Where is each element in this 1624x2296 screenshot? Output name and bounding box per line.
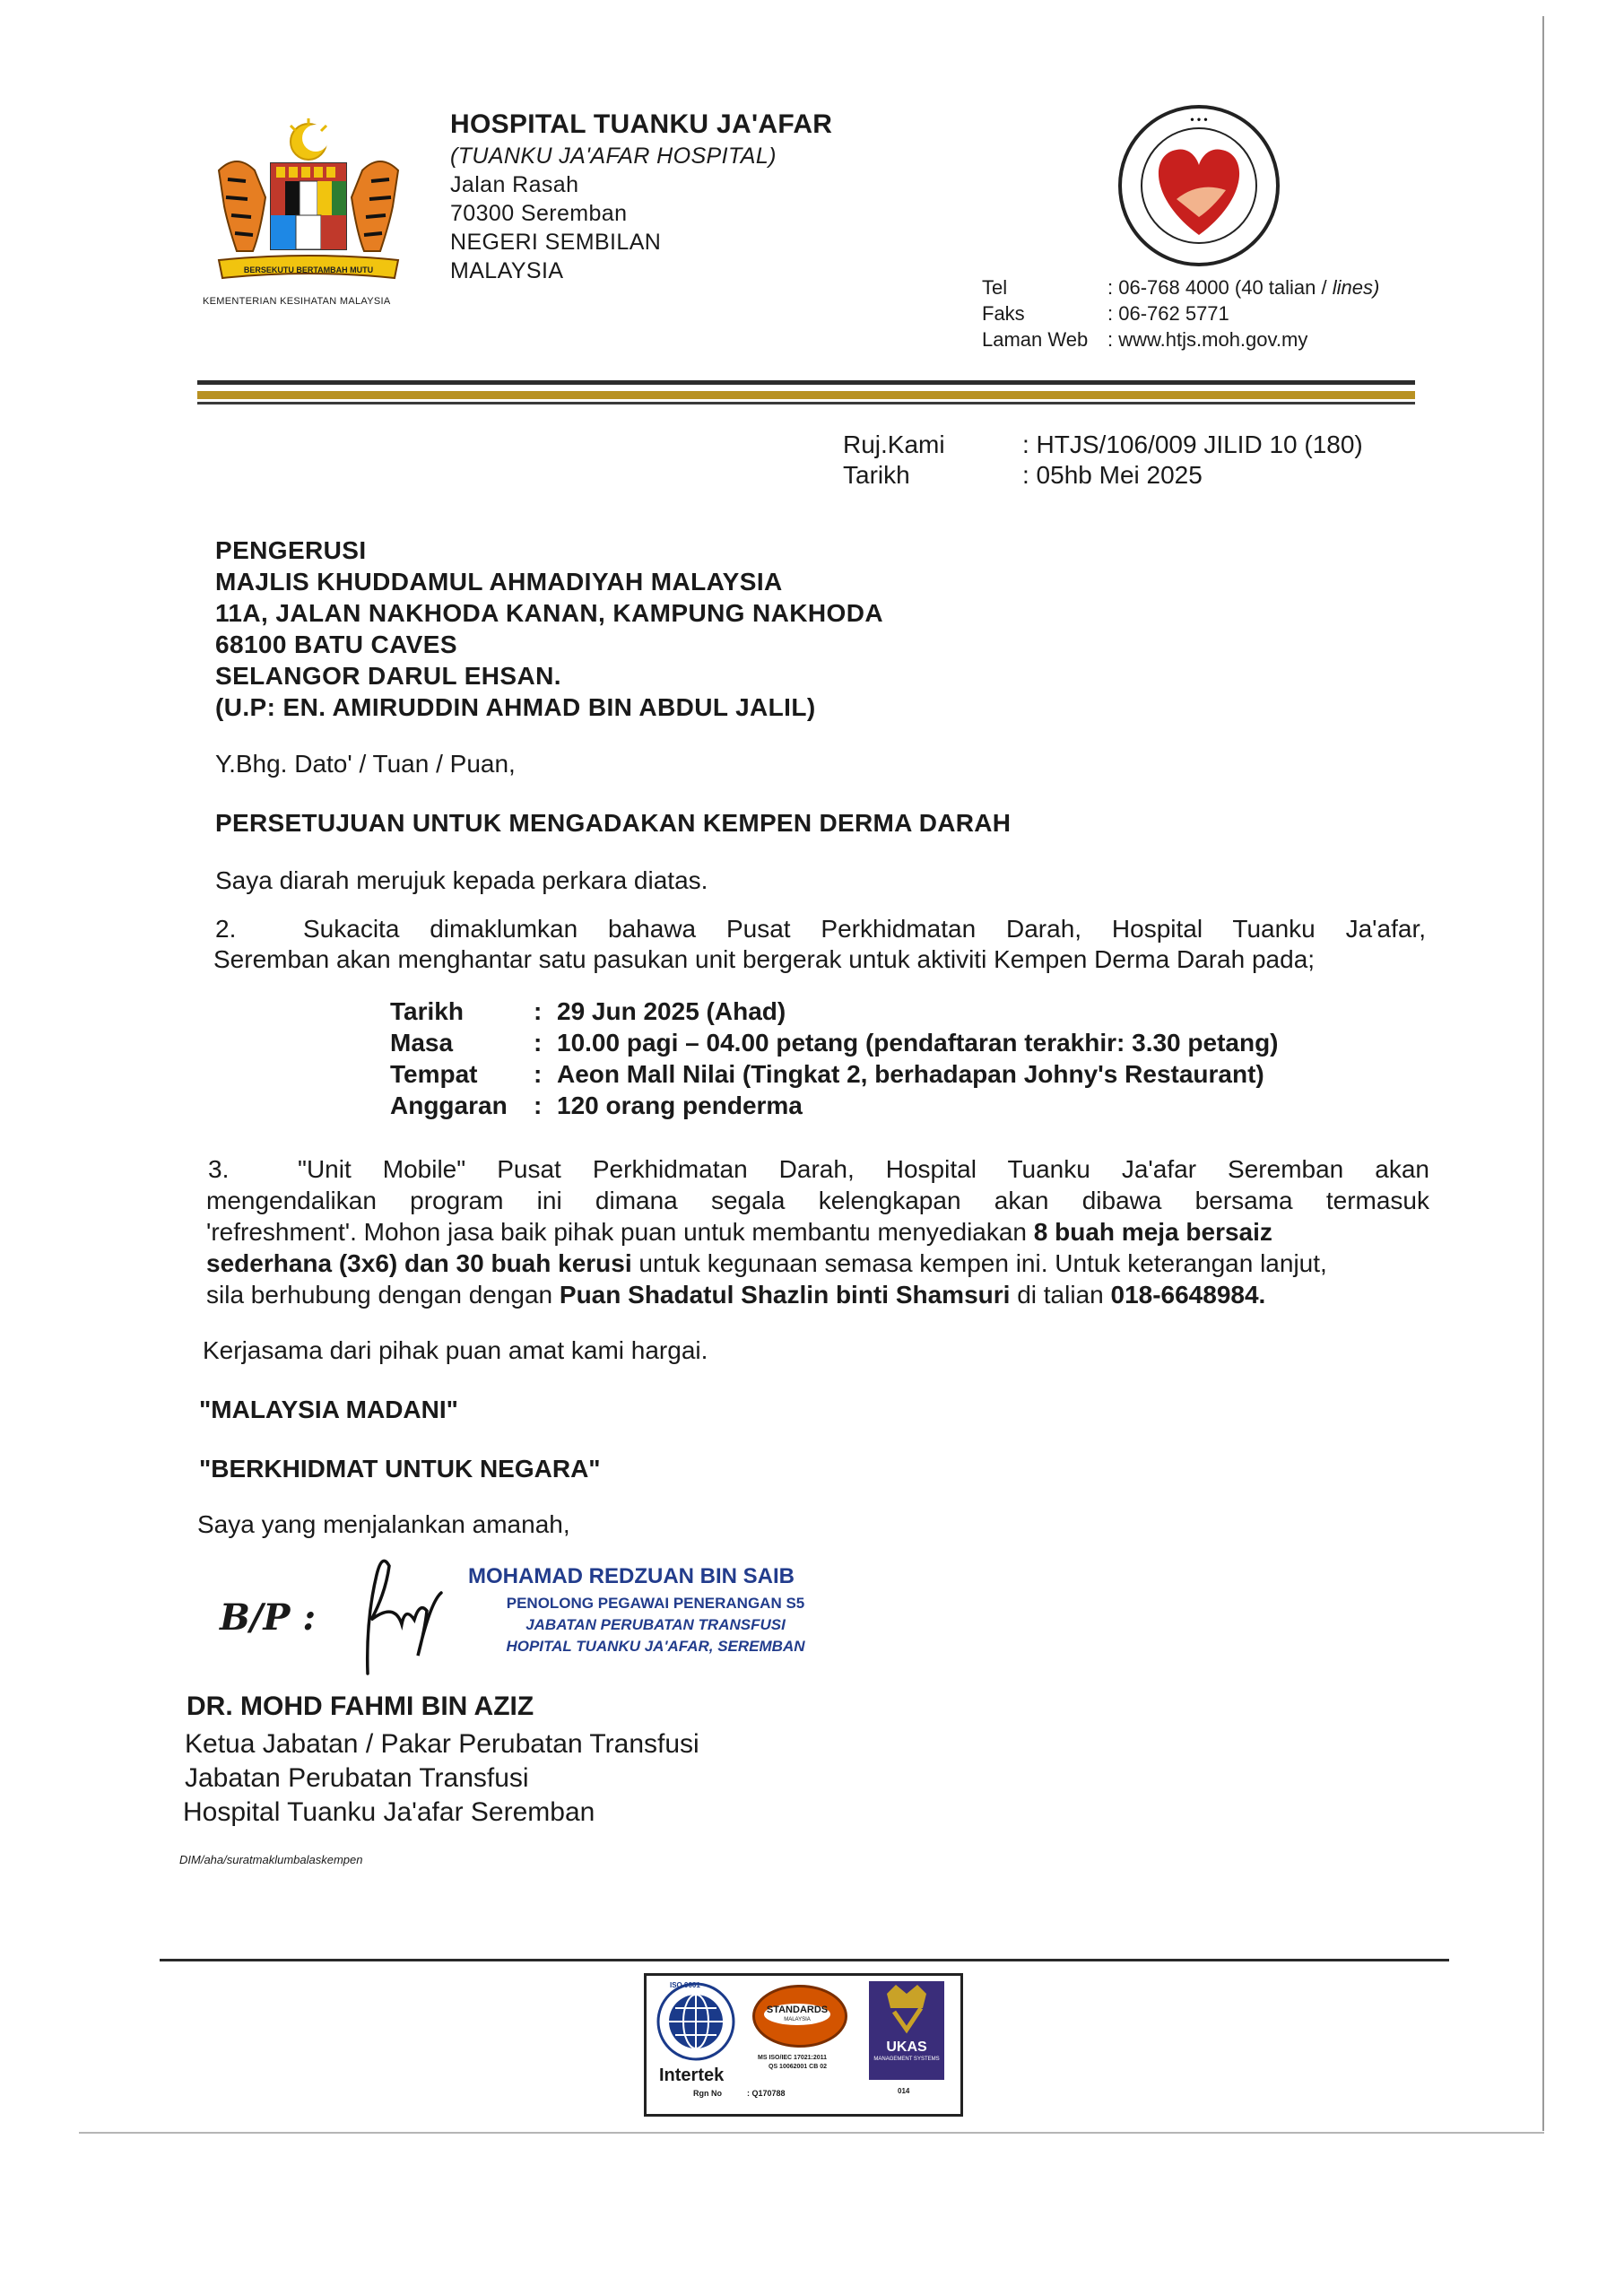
recipient-line-3: 11A, JALAN NAKHODA KANAN, KAMPUNG NAKHODA [215,599,883,627]
detail-time-value: 10.00 pagi – 04.00 petang (pendaftaran terakhir: 3.30 petang) [557,1029,1279,1057]
stamp-line-1: PENOLONG PEGAWAI PENERANGAN S5 [506,1595,805,1612]
ms-iso-label: MS ISO/IEC 17021:2011 [758,2055,828,2061]
bp-text: B/P : [220,1596,317,1639]
iso-globe-icon [656,1981,736,2062]
para-3-tables: 8 buah meja bersaiz [1033,1218,1272,1246]
crest-motto: BERSEKUTU BERTAMBAH MUTU [243,265,374,274]
para-3-line-3 [206,1218,1429,1247]
para-3-chairs: sederhana (3x6) dan 30 buah kerusi [206,1249,632,1277]
malaysia-coat-of-arms [201,117,416,296]
stamp-name: MOHAMAD REDZUAN BIN SAIB [468,1564,795,1588]
recipient-line-2: MAJLIS KHUDDAMUL AHMADIYAH MALAYSIA [215,568,783,596]
detail-place-label: Tempat [390,1060,478,1088]
subject: PERSETUJUAN UNTUK MENGADAKAN KEMPEN DERMA DARAH [215,809,1012,837]
contact-web-value[interactable]: : www.htjs.moh.gov.my [1107,328,1308,351]
footer-rule [160,1959,1449,1961]
detail-date-value: 29 Jun 2025 (Ahad) [557,997,786,1025]
signatory-name: DR. MOHD FAHMI BIN AZIZ [187,1692,534,1721]
recipient-line-6: (U.P: EN. AMIRUDDIN AHMAD BIN ABDUL JALIL) [215,693,816,721]
iso-label: ISO 9001 [670,1981,700,1989]
contact-tel-label: Tel [982,276,1008,299]
certification-box [644,1973,963,2117]
page-border-right [1542,16,1544,2131]
rgn-no-label: Rgn No [693,2089,722,2098]
detail-date-label: Tarikh [390,997,464,1025]
para-1: Saya diarah merujuk kepada perkara diatas. [215,866,708,894]
para-3-line-1: "Unit Mobile" Pusat Perkhidmatan Darah, Hospital Tuanku Ja'afar Seremban akan [298,1155,1429,1183]
recipient-line-1: PENGERUSI [215,536,367,564]
contact-fax-label: Faks [982,302,1025,325]
stamp-line-2: JABATAN PERUBATAN TRANSFUSI [525,1616,786,1633]
contact-fax-value: : 06-762 5771 [1107,302,1229,325]
detail-row-time: Masa : 10.00 pagi – 04.00 petang (pendaftaran terakhir: 3.30 petang) [390,1029,1279,1057]
detail-place-value: Aeon Mall Nilai (Tingkat 2, berhadapan Johny's Restaurant) [557,1060,1264,1088]
stamp-line-3: HOPITAL TUANKU JA'AFAR, SEREMBAN [506,1638,805,1655]
closing: Kerjasama dari pihak puan amat kami hargai. [203,1336,708,1364]
para-3-line-4-text: untuk kegunaan semasa kempen ini. Untuk keterangan lanjut, [631,1249,1327,1277]
para-3-line-5-talian: di talian [1010,1281,1111,1309]
para-3-line-2: mengendalikan program ini dimana segala kelengkapan akan dibawa bersama termasuk [206,1187,1429,1214]
hospital-name-en: (TUANKU JA'AFAR HOSPITAL) [450,144,777,169]
standards-label: STANDARDS [766,2005,829,2015]
detail-time-label: Masa [390,1029,454,1057]
intertek-label: Intertek [659,2066,725,2085]
detail-estimate-value: 120 orang penderma [557,1091,803,1119]
ruj-label: Ruj.Kami [843,430,945,458]
contact-tel-value: : 06-768 4000 (40 talian / [1107,276,1333,299]
contact-fax [982,302,1229,326]
date-value: : 05hb Mei 2025 [1022,461,1203,489]
standards-malaysia-logo [752,1985,847,2048]
para-3-line-4 [206,1249,1429,1278]
contact-phone: 018-6648984. [1110,1281,1266,1309]
rgn-no-value: : Q170788 [747,2089,786,2098]
signatory-title-3: Hospital Tuanku Ja'afar Seremban [183,1797,595,1827]
page-border-bottom [79,2132,1544,2134]
ruj-value: : HTJS/106/009 JILID 10 (180) [1022,430,1363,458]
signoff: Saya yang menjalankan amanah, [197,1510,570,1538]
detail-row-date: Tarikh : 29 Jun 2025 (Ahad) [390,997,786,1025]
qs-number: QS 10062001 CB 02 [769,2064,827,2070]
signatory-title-1: Ketua Jabatan / Pakar Perubatan Transfusi [185,1729,699,1759]
address-line-1: Jalan Rasah [450,172,579,197]
moh-heart-logo [1114,100,1284,271]
header-rule-bottom [197,402,1415,404]
address-line-2: 70300 Seremban [450,201,628,226]
para-3-number: 3. [208,1155,230,1183]
detail-row-estimate: Anggaran : 120 orang penderma [390,1091,803,1119]
slogan-berkhidmat: "BERKHIDMAT UNTUK NEGARA" [199,1455,601,1483]
para-3-line-5 [206,1281,1429,1309]
reference-date [843,461,1203,490]
address-line-3: NEGERI SEMBILAN [450,230,662,255]
recipient-line-5: SELANGOR DARUL EHSAN. [215,662,561,690]
crest-caption: KEMENTERIAN KESIHATAN MALAYSIA [203,296,391,307]
reference-ruj [843,430,1363,459]
detail-row-place: Tempat : Aeon Mall Nilai (Tingkat 2, berhadapan Johny's Restaurant) [390,1060,1264,1088]
signatory-title-2: Jabatan Perubatan Transfusi [185,1763,529,1793]
para-3-line-3-text: 'refreshment'. Mohon jasa baik pihak puan untuk membantu menyediakan [206,1218,1034,1246]
contact-tel-lines: lines) [1332,276,1380,299]
svg-text:• • •: • • • [1190,113,1208,126]
ukas-crown-icon [869,1981,944,2035]
contact-tel [982,276,1379,300]
para-2-number: 2. [215,915,237,943]
header-rule-gold [197,391,1415,399]
address-line-4: MALAYSIA [450,258,564,283]
ukas-number: 014 [898,2087,910,2095]
ukas-label: UKAS [886,2039,927,2055]
handwritten-signature [341,1539,448,1683]
hospital-name: HOSPITAL TUANKU JA'AFAR [450,109,833,139]
ukas-logo [869,1981,944,2080]
para-2-line-1: Sukacita dimaklumkan bahawa Pusat Perkhidmatan Darah, Hospital Tuanku Ja'afar, [303,915,1426,943]
file-reference-code: DIM/aha/suratmaklumbalaskempen [179,1853,363,1866]
date-label: Tarikh [843,461,910,489]
slogan-malaysia-madani: "MALAYSIA MADANI" [199,1396,458,1423]
contact-person: Puan Shadatul Shazlin binti Shamsuri [559,1281,1011,1309]
header-rule-top [197,380,1415,385]
para-2-line-2: Seremban akan menghantar satu pasukan unit bergerak untuk aktiviti Kempen Derma Darah pada; [213,945,1316,973]
recipient-line-4: 68100 BATU CAVES [215,631,457,658]
standards-sub: MALAYSIA [784,2017,811,2022]
ukas-sub: MANAGEMENT SYSTEMS [873,2057,940,2062]
para-3-line-5-text: sila berhubung dengan dengan [206,1281,560,1309]
contact-web [982,328,1307,352]
salutation: Y.Bhg. Dato' / Tuan / Puan, [215,750,516,778]
detail-estimate-label: Anggaran [390,1091,508,1119]
contact-web-label: Laman Web [982,328,1089,351]
